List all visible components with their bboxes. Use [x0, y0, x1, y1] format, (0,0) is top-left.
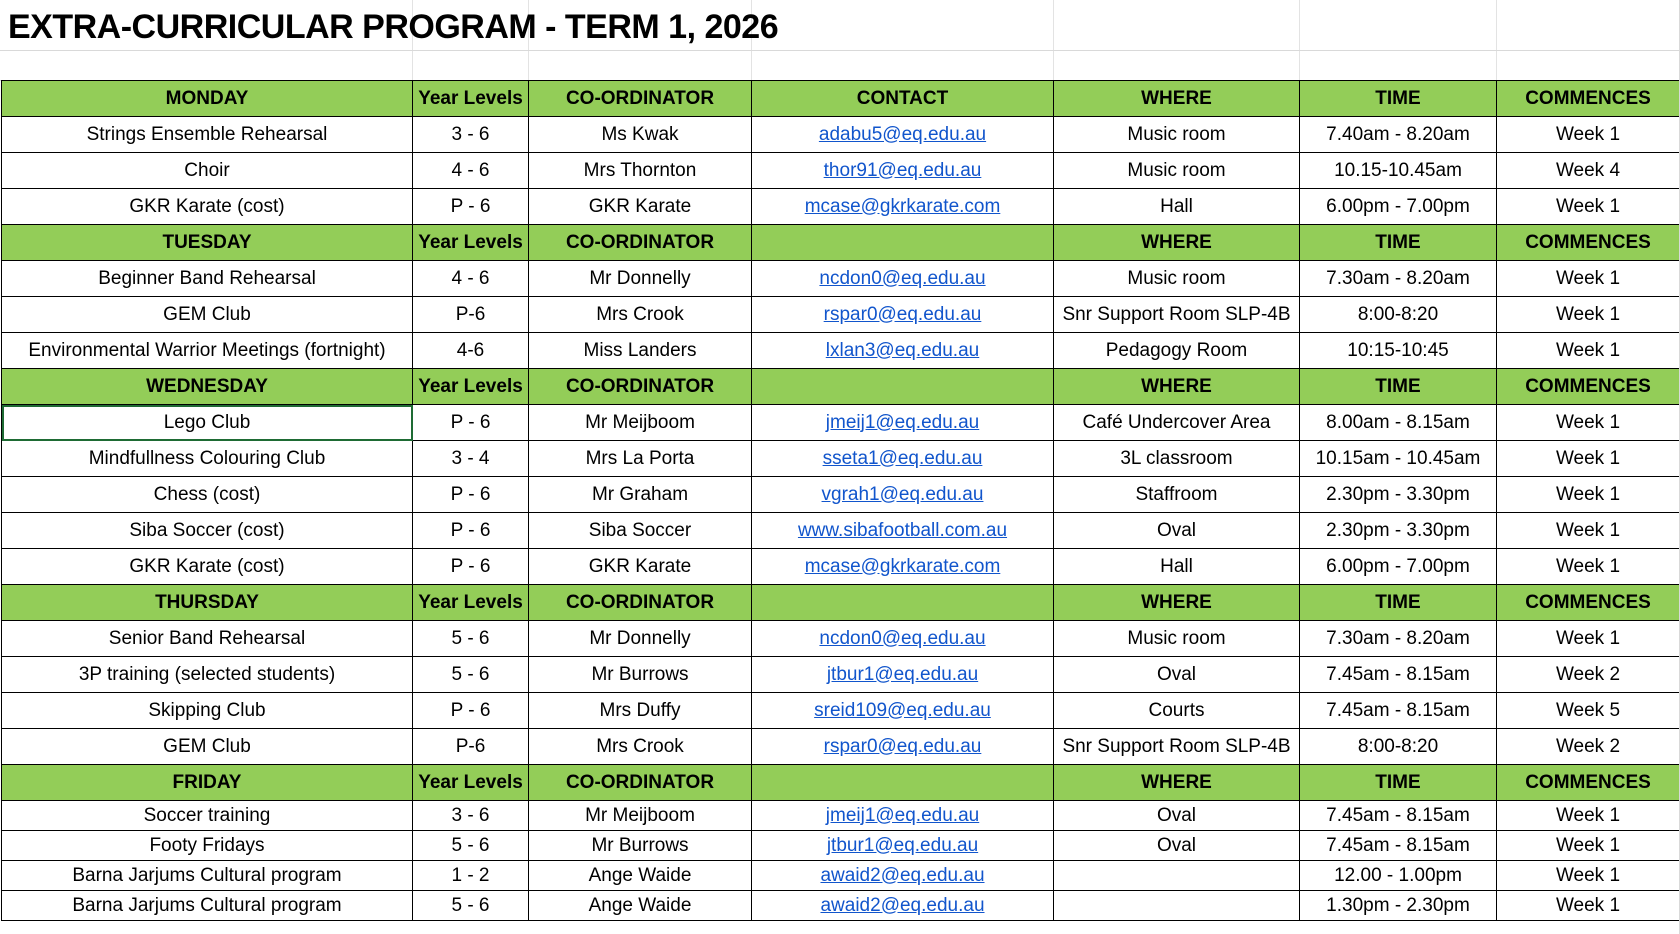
cell-time[interactable]: 7.40am - 8.20am — [1300, 117, 1497, 153]
cell-coordinator[interactable]: Mr Graham — [529, 477, 752, 513]
column-header-time[interactable]: TIME — [1300, 369, 1497, 405]
column-header-contact[interactable] — [752, 765, 1054, 801]
cell-activity[interactable]: Barna Jarjums Cultural program — [2, 891, 413, 921]
cell-contact[interactable] — [752, 261, 1054, 297]
cell-where[interactable]: Courts — [1054, 693, 1300, 729]
column-header-where[interactable]: WHERE — [1054, 369, 1300, 405]
header-row-friday — [2, 765, 1680, 801]
cell-year-levels[interactable]: P - 6 — [413, 693, 529, 729]
column-header-commences[interactable]: COMMENCES — [1497, 585, 1680, 621]
contact-link[interactable]: ncdon0@eq.edu.au — [819, 267, 986, 289]
cell-commences[interactable]: Week 1 — [1497, 441, 1680, 477]
cell-where[interactable]: Pedagogy Room — [1054, 333, 1300, 369]
cell-activity[interactable]: GKR Karate (cost) — [2, 189, 413, 225]
cell-coordinator[interactable]: Mrs La Porta — [529, 441, 752, 477]
contact-link[interactable]: thor91@eq.edu.au — [823, 159, 982, 181]
cell-contact[interactable] — [752, 441, 1054, 477]
contact-link[interactable]: awaid2@eq.edu.au — [820, 894, 985, 916]
cell-coordinator[interactable]: Mr Donnelly — [529, 261, 752, 297]
column-header-contact[interactable] — [752, 585, 1054, 621]
table-row — [2, 117, 1680, 153]
cell-coordinator[interactable]: Siba Soccer — [529, 513, 752, 549]
cell-year-levels[interactable]: P-6 — [413, 297, 529, 333]
cell-contact[interactable] — [752, 297, 1054, 333]
cell-activity[interactable]: Lego Club — [2, 405, 413, 441]
contact-link[interactable]: awaid2@eq.edu.au — [820, 864, 985, 886]
day-header-monday[interactable]: MONDAY — [2, 81, 413, 117]
cell-coordinator[interactable]: Miss Landers — [529, 333, 752, 369]
cell-coordinator[interactable]: Mrs Crook — [529, 729, 752, 765]
cell-where[interactable]: Music room — [1054, 153, 1300, 189]
column-header-commences[interactable]: COMMENCES — [1497, 225, 1680, 261]
cell-where[interactable] — [1054, 861, 1300, 891]
cell-time[interactable]: 7.45am - 8.15am — [1300, 831, 1497, 861]
column-header-contact[interactable] — [752, 225, 1054, 261]
cell-coordinator[interactable]: Mrs Crook — [529, 297, 752, 333]
cell-year-levels[interactable]: 5 - 6 — [413, 891, 529, 921]
column-header-year-levels[interactable]: Year Levels — [413, 225, 529, 261]
cell-year-levels[interactable]: 3 - 6 — [413, 801, 529, 831]
cell-time[interactable]: 10.15-10.45am — [1300, 153, 1497, 189]
table-row — [2, 861, 1680, 891]
cell-contact[interactable] — [752, 657, 1054, 693]
cell-time[interactable]: 8:00-8:20 — [1300, 729, 1497, 765]
contact-link[interactable]: adabu5@eq.edu.au — [818, 123, 987, 145]
contact-link[interactable]: jtbur1@eq.edu.au — [826, 663, 979, 685]
contact-link[interactable]: sreid109@eq.edu.au — [814, 699, 991, 721]
cell-contact[interactable] — [752, 513, 1054, 549]
table-row — [2, 549, 1680, 585]
column-header-coordinator[interactable]: CO-ORDINATOR — [529, 765, 752, 801]
table-row — [2, 801, 1680, 831]
contact-link[interactable]: rspar0@eq.edu.au — [823, 303, 982, 325]
table-row — [2, 621, 1680, 657]
cell-where[interactable]: Café Undercover Area — [1054, 405, 1300, 441]
column-header-coordinator[interactable]: CO-ORDINATOR — [529, 585, 752, 621]
cell-commences[interactable]: Week 4 — [1497, 153, 1680, 189]
table-row — [2, 189, 1680, 225]
cell-contact[interactable] — [752, 117, 1054, 153]
cell-year-levels[interactable]: 4 - 6 — [413, 261, 529, 297]
cell-contact[interactable] — [752, 729, 1054, 765]
column-header-year-levels[interactable]: Year Levels — [413, 81, 529, 117]
table-row — [2, 513, 1680, 549]
cell-year-levels[interactable]: 4-6 — [413, 333, 529, 369]
header-row-monday — [2, 81, 1680, 117]
cell-time[interactable]: 2.30pm - 3.30pm — [1300, 513, 1497, 549]
cell-contact[interactable] — [752, 549, 1054, 585]
cell-time[interactable]: 10.15am - 10.45am — [1300, 441, 1497, 477]
table-row — [2, 831, 1680, 861]
cell-activity[interactable]: Skipping Club — [2, 693, 413, 729]
column-header-time[interactable]: TIME — [1300, 765, 1497, 801]
cell-activity[interactable]: Senior Band Rehearsal — [2, 621, 413, 657]
column-header-where[interactable]: WHERE — [1054, 585, 1300, 621]
cell-year-levels[interactable]: P - 6 — [413, 549, 529, 585]
cell-coordinator[interactable]: Ms Kwak — [529, 117, 752, 153]
cell-where[interactable]: Music room — [1054, 261, 1300, 297]
cell-activity[interactable]: Beginner Band Rehearsal — [2, 261, 413, 297]
header-row-wednesday — [2, 369, 1680, 405]
cell-coordinator[interactable]: Mr Burrows — [529, 831, 752, 861]
day-header-tuesday[interactable]: TUESDAY — [2, 225, 413, 261]
cell-activity[interactable]: Mindfullness Colouring Club — [2, 441, 413, 477]
cell-contact[interactable] — [752, 831, 1054, 861]
cell-coordinator[interactable]: GKR Karate — [529, 549, 752, 585]
cell-year-levels[interactable]: 5 - 6 — [413, 657, 529, 693]
cell-commences[interactable]: Week 5 — [1497, 693, 1680, 729]
cell-activity[interactable]: 3P training (selected students) — [2, 657, 413, 693]
contact-link[interactable]: lxlan3@eq.edu.au — [825, 339, 980, 361]
cell-activity[interactable]: Choir — [2, 153, 413, 189]
cell-coordinator[interactable]: Mr Burrows — [529, 657, 752, 693]
cell-coordinator[interactable]: Mrs Thornton — [529, 153, 752, 189]
cell-contact[interactable] — [752, 801, 1054, 831]
day-header-thursday[interactable]: THURSDAY — [2, 585, 413, 621]
cell-time[interactable]: 1.30pm - 2.30pm — [1300, 891, 1497, 921]
cell-time[interactable]: 8:00-8:20 — [1300, 297, 1497, 333]
cell-where[interactable]: Hall — [1054, 549, 1300, 585]
cell-commences[interactable]: Week 1 — [1497, 261, 1680, 297]
cell-year-levels[interactable]: P - 6 — [413, 405, 529, 441]
day-header-wednesday[interactable]: WEDNESDAY — [2, 369, 413, 405]
cell-time[interactable]: 8.00am - 8.15am — [1300, 405, 1497, 441]
cell-contact[interactable] — [752, 189, 1054, 225]
cell-time[interactable]: 7.30am - 8.20am — [1300, 621, 1497, 657]
cell-commences[interactable]: Week 1 — [1497, 117, 1680, 153]
cell-commences[interactable]: Week 1 — [1497, 549, 1680, 585]
contact-link[interactable]: rspar0@eq.edu.au — [823, 735, 982, 757]
cell-commences[interactable]: Week 1 — [1497, 801, 1680, 831]
cell-year-levels[interactable]: 4 - 6 — [413, 153, 529, 189]
cell-activity[interactable]: Strings Ensemble Rehearsal — [2, 117, 413, 153]
cell-commences[interactable]: Week 1 — [1497, 333, 1680, 369]
table-row — [2, 693, 1680, 729]
cell-commences[interactable]: Week 1 — [1497, 405, 1680, 441]
header-row-tuesday — [2, 225, 1680, 261]
cell-year-levels[interactable]: 5 - 6 — [413, 831, 529, 861]
cell-year-levels[interactable]: P - 6 — [413, 513, 529, 549]
cell-commences[interactable]: Week 1 — [1497, 477, 1680, 513]
cell-time[interactable]: 6.00pm - 7.00pm — [1300, 549, 1497, 585]
cell-contact[interactable] — [752, 333, 1054, 369]
cell-commences[interactable]: Week 1 — [1497, 621, 1680, 657]
table-row — [2, 891, 1680, 921]
cell-where[interactable]: Music room — [1054, 117, 1300, 153]
cell-time[interactable]: 12.00 - 1.00pm — [1300, 861, 1497, 891]
cell-where[interactable] — [1054, 891, 1300, 921]
cell-year-levels[interactable]: P - 6 — [413, 477, 529, 513]
column-header-year-levels[interactable]: Year Levels — [413, 369, 529, 405]
column-header-commences[interactable]: COMMENCES — [1497, 81, 1680, 117]
cell-year-levels[interactable]: 1 - 2 — [413, 861, 529, 891]
cell-activity[interactable]: Soccer training — [2, 801, 413, 831]
contact-link[interactable]: jmeij1@eq.edu.au — [825, 804, 980, 826]
cell-commences[interactable]: Week 1 — [1497, 513, 1680, 549]
cell-activity[interactable]: GEM Club — [2, 297, 413, 333]
cell-where[interactable]: Oval — [1054, 801, 1300, 831]
column-header-commences[interactable]: COMMENCES — [1497, 369, 1680, 405]
cell-time[interactable]: 2.30pm - 3.30pm — [1300, 477, 1497, 513]
cell-time[interactable]: 10:15-10:45 — [1300, 333, 1497, 369]
cell-where[interactable]: Snr Support Room SLP-4B — [1054, 297, 1300, 333]
program-table — [1, 80, 1680, 921]
column-header-time[interactable]: TIME — [1300, 585, 1497, 621]
cell-contact[interactable] — [752, 891, 1054, 921]
column-header-time[interactable]: TIME — [1300, 225, 1497, 261]
page-title[interactable]: EXTRA-CURRICULAR PROGRAM - TERM 1, 2026 — [8, 8, 779, 46]
cell-contact[interactable] — [752, 693, 1054, 729]
contact-link[interactable]: mcase@gkrkarate.com — [804, 555, 1001, 577]
cell-where[interactable]: Staffroom — [1054, 477, 1300, 513]
cell-where[interactable]: Oval — [1054, 831, 1300, 861]
cell-where[interactable]: Hall — [1054, 189, 1300, 225]
cell-contact[interactable] — [752, 153, 1054, 189]
cell-activity[interactable]: Footy Fridays — [2, 831, 413, 861]
cell-time[interactable]: 7.45am - 8.15am — [1300, 693, 1497, 729]
cell-activity[interactable]: GEM Club — [2, 729, 413, 765]
contact-link[interactable]: vgrah1@eq.edu.au — [821, 483, 984, 505]
column-header-coordinator[interactable]: CO-ORDINATOR — [529, 225, 752, 261]
cell-coordinator[interactable]: Mr Meijboom — [529, 405, 752, 441]
cell-coordinator[interactable]: Ange Waide — [529, 861, 752, 891]
cell-coordinator[interactable]: Mrs Duffy — [529, 693, 752, 729]
contact-link[interactable]: sseta1@eq.edu.au — [822, 447, 983, 469]
table-row — [2, 657, 1680, 693]
cell-commences[interactable]: Week 1 — [1497, 297, 1680, 333]
cell-activity[interactable]: Barna Jarjums Cultural program — [2, 861, 413, 891]
cell-time[interactable]: 7.30am - 8.20am — [1300, 261, 1497, 297]
cell-year-levels[interactable]: 5 - 6 — [413, 621, 529, 657]
cell-year-levels[interactable]: 3 - 6 — [413, 117, 529, 153]
column-header-coordinator[interactable]: CO-ORDINATOR — [529, 81, 752, 117]
cell-time[interactable]: 7.45am - 8.15am — [1300, 657, 1497, 693]
table-row — [2, 333, 1680, 369]
cell-activity[interactable]: Environmental Warrior Meetings (fortnight) — [2, 333, 413, 369]
cell-activity[interactable]: Siba Soccer (cost) — [2, 513, 413, 549]
column-header-coordinator[interactable]: CO-ORDINATOR — [529, 369, 752, 405]
contact-link[interactable]: ncdon0@eq.edu.au — [819, 627, 986, 649]
table-row — [2, 261, 1680, 297]
column-header-where[interactable]: WHERE — [1054, 81, 1300, 117]
cell-contact[interactable] — [752, 621, 1054, 657]
cell-coordinator[interactable]: Mr Donnelly — [529, 621, 752, 657]
cell-commences[interactable]: Week 1 — [1497, 891, 1680, 921]
cell-commences[interactable]: Week 1 — [1497, 831, 1680, 861]
cell-coordinator[interactable]: Mr Meijboom — [529, 801, 752, 831]
column-header-contact[interactable] — [752, 369, 1054, 405]
blank-row[interactable] — [0, 51, 1680, 81]
contact-link[interactable]: jmeij1@eq.edu.au — [825, 411, 980, 433]
day-header-friday[interactable]: FRIDAY — [2, 765, 413, 801]
cell-coordinator[interactable]: Ange Waide — [529, 891, 752, 921]
column-header-commences[interactable]: COMMENCES — [1497, 765, 1680, 801]
cell-coordinator[interactable]: GKR Karate — [529, 189, 752, 225]
cell-where[interactable]: Snr Support Room SLP-4B — [1054, 729, 1300, 765]
cell-commences[interactable]: Week 2 — [1497, 657, 1680, 693]
contact-link[interactable]: www.sibafootball.com.au — [797, 519, 1008, 541]
cell-time[interactable]: 7.45am - 8.15am — [1300, 801, 1497, 831]
header-row-thursday — [2, 585, 1680, 621]
cell-commences[interactable]: Week 2 — [1497, 729, 1680, 765]
cell-year-levels[interactable]: 3 - 4 — [413, 441, 529, 477]
table-row — [2, 477, 1680, 513]
cell-where[interactable]: Oval — [1054, 657, 1300, 693]
table-row — [2, 297, 1680, 333]
cell-where[interactable]: Music room — [1054, 621, 1300, 657]
table-row — [2, 405, 1680, 441]
column-header-time[interactable]: TIME — [1300, 81, 1497, 117]
table-row — [2, 729, 1680, 765]
cell-where[interactable]: 3L classroom — [1054, 441, 1300, 477]
column-header-where[interactable]: WHERE — [1054, 225, 1300, 261]
cell-commences[interactable]: Week 1 — [1497, 861, 1680, 891]
contact-link[interactable]: jtbur1@eq.edu.au — [826, 834, 979, 856]
cell-commences[interactable]: Week 1 — [1497, 189, 1680, 225]
cell-time[interactable]: 6.00pm - 7.00pm — [1300, 189, 1497, 225]
cell-contact[interactable] — [752, 861, 1054, 891]
column-header-year-levels[interactable]: Year Levels — [413, 585, 529, 621]
column-header-year-levels[interactable]: Year Levels — [413, 765, 529, 801]
cell-contact[interactable] — [752, 477, 1054, 513]
cell-where[interactable]: Oval — [1054, 513, 1300, 549]
cell-activity[interactable]: Chess (cost) — [2, 477, 413, 513]
column-header-contact[interactable]: CONTACT — [752, 81, 1054, 117]
column-header-where[interactable]: WHERE — [1054, 765, 1300, 801]
contact-link[interactable]: mcase@gkrkarate.com — [804, 195, 1001, 217]
cell-contact[interactable] — [752, 405, 1054, 441]
table-row — [2, 441, 1680, 477]
title-row — [0, 0, 1680, 51]
cell-year-levels[interactable]: P-6 — [413, 729, 529, 765]
cell-activity[interactable]: GKR Karate (cost) — [2, 549, 413, 585]
table-row — [2, 153, 1680, 189]
cell-year-levels[interactable]: P - 6 — [413, 189, 529, 225]
